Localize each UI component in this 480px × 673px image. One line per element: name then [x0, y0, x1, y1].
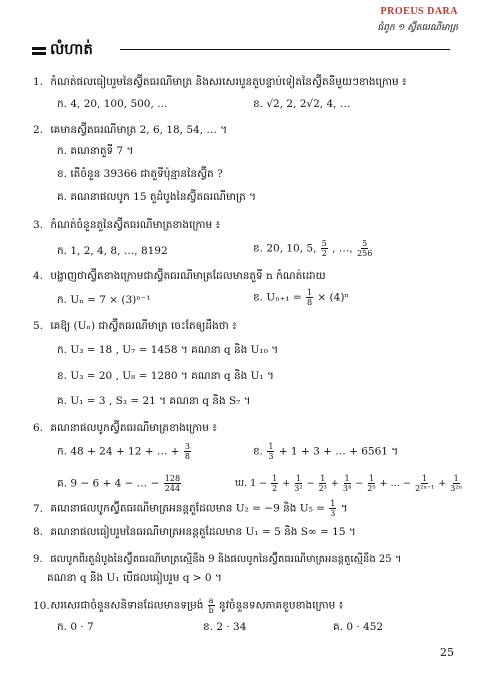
numerator: 5: [362, 239, 368, 248]
option: ខ. តើចំនួន 39366 ជាតួទីប៉ុន្មាននៃស្វ៊ីត ?: [57, 168, 223, 180]
exercise-10: [33, 596, 343, 615]
page-number: 25: [440, 646, 454, 659]
option-text: គ. 9 − 6 + 4 − … −: [57, 477, 160, 490]
option-text: +: [438, 478, 447, 489]
numerator: 1: [272, 474, 278, 483]
option-text: × (4)ⁿ: [317, 291, 349, 304]
exercise-4: [33, 270, 326, 285]
option: [253, 239, 373, 258]
denominator: 2: [272, 484, 278, 493]
option: [253, 442, 398, 461]
exercise-6: [33, 422, 217, 437]
exercise-5: [33, 320, 237, 335]
option-text: + … −: [379, 478, 412, 489]
denominator: 2: [321, 249, 327, 258]
option: [253, 288, 349, 307]
denominator: 3: [330, 509, 336, 518]
option: ក. 1, 2, 4, 8, …, 8192: [57, 245, 168, 257]
numerator: 1: [368, 474, 374, 483]
exercise-number: 9.: [33, 554, 43, 565]
denominator: 2³: [318, 484, 327, 493]
denominator: 2²ⁿ⁻¹: [415, 484, 435, 493]
option-text: នូវចំនួនទសភាគខួបខាងក្រោម ៖: [218, 599, 344, 612]
exercise-number: 4.: [33, 270, 44, 282]
option-text: ។: [340, 502, 348, 515]
option-text: ខ. Uₙ₊₁ =: [253, 291, 302, 304]
numerator: 1: [344, 474, 350, 483]
numerator: 1: [268, 442, 274, 451]
denominator: b: [208, 606, 214, 615]
option: ក. 0 · 7: [57, 621, 94, 633]
fraction: [164, 474, 181, 493]
option: គ. 0 · 452: [333, 621, 384, 633]
exercise-text: កំណត់ផលធៀបរួមនៃស្វ៊ីតធរណីមាត្រ និងសរសេរបួនតួបន្ទាប់ទៀតនៃស្វ៊ីតនីមួយៗខាងក្រោម ៖: [50, 76, 407, 88]
denominator: 3⁴: [342, 484, 352, 493]
exercise-number: 7.: [33, 502, 44, 515]
double-bar-icon: [32, 47, 46, 55]
option: ក. គណនាតួទី 7 ។: [57, 145, 134, 157]
option-text: + 1 + 3 + … + 6561 ។: [278, 445, 399, 458]
exercise-text: ផលបូកពីរតួដំបូងនៃស្វ៊ីតធរណីមាត្រស្មើនឹង 9 និងផលបូកនៃស្វ៊ីតធរណីមាត្រអនន្តតួស្មើនឹង 25 ។: [50, 554, 402, 565]
exercise-text: កំណត់ចំនួនតួនៃស្វ៊ីតធរណីមាត្រខាងក្រោម ៖: [50, 219, 221, 231]
option: [235, 474, 463, 493]
numerator: 1: [295, 474, 301, 483]
option: គ. U₁ = 3 , S₃ = 21 ។ គណនា q និង S₇ ។: [57, 395, 251, 407]
fraction: [450, 474, 462, 493]
exercise-9: [33, 552, 401, 567]
option: ក. Uₙ = 7 × (3)ⁿ⁻¹: [57, 294, 151, 306]
denominator: 256: [357, 249, 373, 258]
option: [57, 442, 192, 461]
exercise-text: គណនាផលធៀបរួមនៃធរណីមាត្រអនន្តតួដែលមាន U₁ = 5 និង S∞ = 15 ។: [50, 526, 356, 538]
heading-rule: [120, 49, 450, 50]
fraction: [271, 474, 278, 493]
exercise-7: [33, 499, 348, 518]
exercise-text: គណនាផលបូកស្វ៊ីតធរណីមាត្រអនន្តតួដែលមាន U₂ = −9 និង U₅ =: [50, 502, 325, 515]
exercise-text: សរសេរជាចំនួនសនិទានដែលមានទម្រង់: [50, 599, 204, 612]
option-text: ខ.: [253, 445, 264, 458]
option: [57, 474, 182, 493]
denominator: 8: [306, 298, 313, 307]
fraction: [319, 474, 327, 493]
exercise-text: គេមានស្វ៊ីតធរណីមាត្រ 2, 6, 18, 54, … ។: [50, 124, 228, 136]
fraction: [357, 239, 372, 258]
exercise-number: 1.: [33, 76, 44, 88]
option: គណនា q និង U₁ បើផលធៀបរួម q > 0 ។: [47, 572, 222, 584]
exercise-3: [33, 219, 220, 234]
brand-label: PROEUS DARA: [380, 6, 458, 17]
denominator: 244: [164, 484, 181, 493]
numerator: 1: [453, 474, 459, 483]
denominator: 8: [184, 452, 190, 461]
option-text: −: [355, 478, 364, 489]
denominator: 3: [268, 452, 274, 461]
option: គ. គណនាផលបូក 15 តួដំបូងនៃស្វ៊ីតធរណីមាត្រ ។: [57, 191, 257, 203]
exercise-1: [33, 76, 407, 91]
fraction: [329, 499, 336, 518]
numerator: 3: [184, 442, 190, 451]
numerator: 5: [321, 239, 327, 248]
fraction: [306, 288, 313, 307]
numerator: 1: [320, 474, 326, 483]
option-text: +: [330, 478, 339, 489]
fraction: [294, 474, 302, 493]
fraction: [184, 442, 191, 461]
option-text: +: [282, 478, 291, 489]
exercise-number: 10.: [33, 599, 50, 612]
fraction: [208, 596, 215, 615]
option: ក. 4, 20, 100, 500, …: [57, 98, 168, 110]
fraction: [415, 474, 434, 493]
option: ខ. 2 · 34: [203, 621, 247, 633]
fraction: [267, 442, 274, 461]
option: ខ. √2, 2, 2√2, 4, …: [253, 98, 351, 110]
exercise-number: 5.: [33, 320, 44, 332]
option-text: ខ. 20, 10, 5,: [253, 242, 317, 255]
option-text: ក. 48 + 24 + 12 + … +: [57, 445, 180, 458]
section-title: លំហាត់: [50, 40, 93, 58]
exercise-number: 8.: [33, 526, 44, 538]
denominator: 3²ⁿ: [450, 484, 463, 493]
option-text: −: [306, 478, 315, 489]
fraction: [321, 239, 328, 258]
exercise-number: 6.: [33, 422, 44, 434]
section-heading: [32, 40, 93, 62]
exercise-8: [33, 526, 356, 541]
option-text: , …,: [332, 242, 353, 255]
exercise-text: គណនាផលបូកស្វ៊ីតធរណីមាត្រខាងក្រោម ៖: [50, 422, 217, 434]
option: ខ. U₃ = 20 , U₈ = 1280 ។ គណនា q និង U₁ ។: [57, 370, 274, 382]
fraction: [367, 474, 375, 493]
exercise-text: គេឱ្យ (Uₙ) ជាស្វ៊ីតធរណីមាត្រ ចេះតែឲ្យដឹងថា ៖: [50, 320, 237, 332]
exercise-text: បង្ហាញថាស្វ៊ីតខាងក្រោមជាស្វ៊ីតធរណីមាត្រដែលមានតួទី n កំណត់ដោយ: [50, 270, 326, 282]
denominator: 3²: [294, 484, 303, 493]
exercise-number: 2.: [33, 124, 44, 136]
numerator: 1: [306, 288, 313, 297]
option: ក. U₃ = 18 , U₇ = 1458 ។ គណនា q និង U₁₀ ។: [57, 344, 279, 356]
chapter-label: ជំពូក ១ ស្វ៊ីតធរណីមាត្រ: [377, 23, 458, 33]
exercise-2: [33, 124, 227, 139]
fraction: [343, 474, 351, 493]
option-text: ឃ. 1 −: [235, 478, 268, 489]
numerator: a: [208, 596, 214, 605]
denominator: 2⁵: [367, 484, 376, 493]
numerator: 1: [422, 474, 428, 483]
numerator: 1: [330, 499, 336, 508]
exercise-number: 3.: [33, 219, 44, 231]
numerator: 128: [164, 474, 181, 483]
